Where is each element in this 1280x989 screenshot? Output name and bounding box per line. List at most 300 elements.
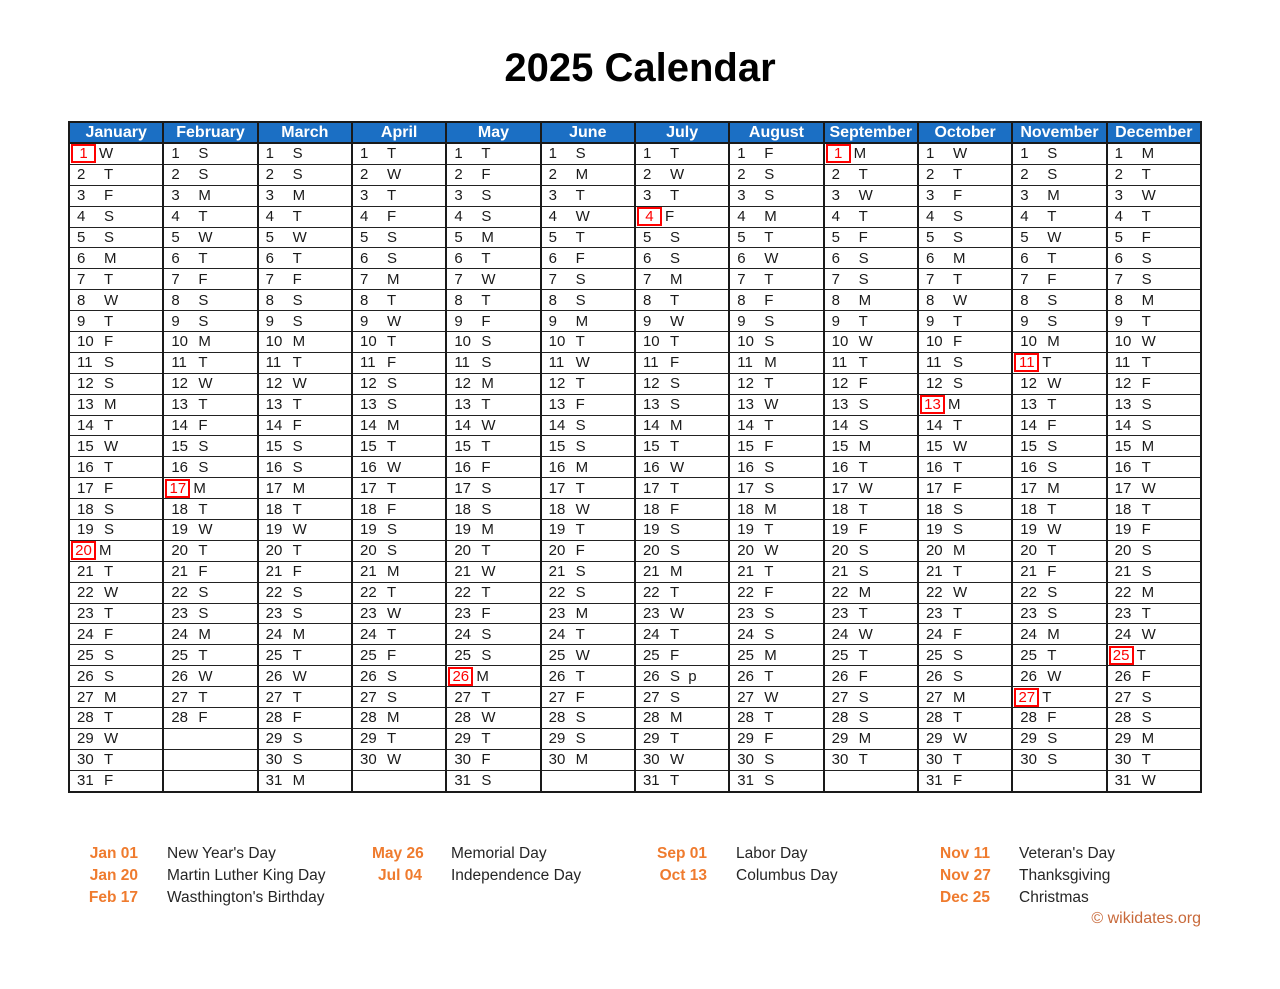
day-letter: T: [1141, 166, 1151, 184]
day-number: 22: [171, 584, 189, 602]
day-cell-february-26: [163, 666, 257, 687]
day-letter: T: [764, 521, 774, 539]
day-letter: W: [104, 291, 119, 309]
day-cell-january-17: [69, 478, 163, 499]
day-cell-november-1: [1012, 143, 1106, 164]
day-letter: W: [1141, 625, 1156, 643]
day-letter: T: [1141, 605, 1151, 623]
legend-column-2: [372, 843, 581, 887]
day-letter: S: [1141, 563, 1152, 581]
day-letter: S: [292, 291, 303, 309]
day-letter: W: [764, 688, 779, 706]
day-row-30: [69, 749, 1201, 770]
day-number: 29: [454, 730, 471, 748]
day-letter: W: [198, 667, 213, 685]
legend-entry: [372, 865, 581, 887]
day-cell-june-6: [541, 248, 635, 269]
year-calendar-table: [68, 121, 1202, 793]
day-letter: F: [764, 437, 774, 455]
day-cell-september-20: [824, 540, 918, 561]
day-letter: T: [669, 584, 680, 602]
day-cell-september-6: [824, 248, 918, 269]
day-cell-august-14: [729, 415, 823, 436]
day-cell-june-22: [541, 582, 635, 603]
day-letter: S: [764, 772, 775, 790]
day-number: 26: [1114, 667, 1132, 685]
day-letter: M: [386, 709, 400, 727]
day-letter: T: [386, 584, 397, 602]
day-letter: T: [669, 625, 680, 643]
day-number: 18: [359, 500, 377, 518]
day-cell-january-25: [69, 645, 163, 666]
day-number: 23: [737, 605, 754, 623]
day-cell-february-5: [163, 227, 257, 248]
day-cell-august-11: [729, 352, 823, 373]
day-number: 8: [171, 291, 180, 309]
day-cell-march-19: [258, 520, 352, 541]
day-number: 21: [359, 563, 377, 581]
day-cell-february-4: [163, 206, 257, 227]
day-letter: M: [198, 333, 211, 351]
day-cell-january-27: [69, 687, 163, 708]
day-letter: M: [764, 500, 777, 518]
day-number: 16: [642, 458, 660, 476]
day-letter: W: [99, 145, 114, 163]
day-letter: T: [292, 646, 302, 664]
day-number: 25: [454, 646, 471, 664]
day-cell-july-7: [635, 269, 729, 290]
day-letter: M: [947, 396, 961, 414]
day-cell-october-27: [918, 687, 1012, 708]
day-row-27: [69, 687, 1201, 708]
day-letter: F: [386, 500, 397, 518]
day-cell-june-15: [541, 436, 635, 457]
day-letter: F: [104, 333, 114, 351]
day-letter: S: [481, 187, 492, 205]
day-cell-november-2: [1012, 164, 1106, 185]
day-letter: W: [1047, 229, 1062, 246]
day-number: 19: [171, 521, 189, 539]
day-cell-july-13: [635, 394, 729, 415]
day-cell-july-14: [635, 415, 729, 436]
day-number: 27: [77, 688, 94, 706]
day-cell-april-28: [352, 708, 446, 729]
day-letter: T: [764, 375, 774, 393]
day-letter: M: [858, 437, 872, 455]
day-letter: F: [664, 208, 675, 226]
day-number: 28: [454, 709, 471, 727]
day-letter: T: [198, 208, 208, 226]
day-cell-january-22: [69, 582, 163, 603]
day-row-21: [69, 561, 1201, 582]
day-letter: F: [104, 772, 114, 790]
day-letter: M: [853, 145, 867, 163]
day-number: 5: [1020, 229, 1029, 246]
day-letter: S: [858, 542, 869, 560]
day-letter: T: [858, 166, 868, 184]
day-number: 4: [359, 208, 369, 226]
site-credit-link[interactable]: © wikidates.org: [1091, 910, 1201, 927]
holiday-date: Sep 01: [657, 845, 707, 862]
day-cell-october-26: [918, 666, 1012, 687]
day-number: 1: [359, 145, 369, 163]
day-letter: S: [292, 437, 303, 455]
day-letter: M: [858, 291, 872, 309]
day-cell-december-31: [1107, 770, 1201, 791]
day-letter: S: [481, 333, 492, 351]
day-letter: S: [198, 458, 209, 476]
day-cell-june-29: [541, 728, 635, 749]
day-letter: T: [386, 730, 397, 748]
day-letter: M: [952, 542, 966, 560]
day-cell-december-7: [1107, 269, 1201, 290]
day-letter: M: [858, 730, 872, 748]
month-header-august: August: [729, 122, 823, 143]
day-number: 9: [737, 312, 746, 330]
day-letter: T: [1141, 208, 1151, 226]
day-cell-january-18: [69, 499, 163, 520]
day-row-3: [69, 185, 1201, 206]
day-number: 10: [171, 333, 189, 351]
day-cell-march-24: [258, 624, 352, 645]
day-number: 3: [77, 187, 86, 205]
day-letter: T: [481, 145, 491, 163]
day-cell-april-14: [352, 415, 446, 436]
day-letter: T: [198, 688, 208, 706]
day-number: 31: [737, 772, 754, 790]
day-letter: S: [1047, 291, 1058, 309]
day-row-14: [69, 415, 1201, 436]
day-number: 13: [737, 396, 754, 414]
day-cell-october-3: [918, 185, 1012, 206]
day-number: 7: [359, 270, 369, 288]
day-cell-january-30: [69, 749, 163, 770]
day-cell-may-3: [446, 185, 540, 206]
day-number: 20: [831, 542, 849, 560]
day-cell-december-22: [1107, 582, 1201, 603]
day-letter: T: [481, 688, 491, 706]
day-letter: M: [292, 333, 306, 351]
day-letter: W: [292, 229, 307, 246]
day-letter: M: [575, 312, 589, 330]
day-cell-may-31: [446, 770, 540, 791]
day-cell-december-4: [1107, 206, 1201, 227]
day-number: 23: [359, 605, 377, 623]
day-number: 15: [925, 437, 943, 455]
day-cell-march-13: [258, 394, 352, 415]
month-header-row: [69, 122, 1201, 143]
day-cell-july-24: [635, 624, 729, 645]
day-number: 4: [1020, 208, 1029, 226]
day-letter: S: [1047, 605, 1058, 623]
day-letter: F: [575, 542, 585, 560]
day-cell-june-14: [541, 415, 635, 436]
day-letter: F: [764, 584, 774, 602]
day-cell-november-3: [1012, 185, 1106, 206]
day-letter: T: [669, 479, 680, 497]
day-cell-may-16: [446, 457, 540, 478]
day-cell-october-1: [918, 143, 1012, 164]
day-cell-august-15: [729, 436, 823, 457]
day-cell-august-13: [729, 394, 823, 415]
day-letter: W: [952, 291, 968, 309]
day-number: 15: [454, 437, 471, 455]
day-number: 12: [171, 375, 189, 393]
day-letter: T: [481, 584, 491, 602]
day-number: 23: [1114, 605, 1132, 623]
day-letter: M: [386, 270, 400, 288]
day-letter: F: [1141, 375, 1151, 393]
day-number: 23: [265, 605, 283, 623]
day-cell-july-23: [635, 603, 729, 624]
day-letter: S: [669, 249, 680, 267]
day-number: 16: [925, 458, 943, 476]
day-number: 15: [1114, 437, 1132, 455]
day-cell-september-15: [824, 436, 918, 457]
day-cell-september-22: [824, 582, 918, 603]
day-number: 22: [1114, 584, 1132, 602]
day-number: 8: [737, 291, 746, 309]
day-number: 21: [548, 563, 566, 581]
day-number: 25: [737, 646, 754, 664]
day-number: 7: [548, 270, 557, 288]
day-letter: F: [858, 229, 868, 246]
day-number: 20: [454, 542, 471, 560]
day-letter: S: [952, 208, 963, 226]
day-cell-june-27: [541, 687, 635, 708]
day-letter: W: [1141, 479, 1156, 497]
day-letter: T: [764, 709, 774, 727]
day-letter: W: [669, 751, 685, 769]
day-letter: S: [764, 458, 775, 476]
day-number: 17: [737, 479, 754, 497]
day-number: 12: [642, 375, 660, 393]
day-cell-september-2: [824, 164, 918, 185]
day-cell-may-11: [446, 352, 540, 373]
day-letter: F: [292, 270, 302, 288]
day-number: 5: [454, 229, 463, 246]
day-cell-january-7: [69, 269, 163, 290]
day-cell-january-15: [69, 436, 163, 457]
holiday-day-number: 27: [1014, 688, 1039, 707]
day-letter: T: [575, 667, 585, 685]
day-cell-may-21: [446, 561, 540, 582]
day-cell-june-13: [541, 394, 635, 415]
day-number: 24: [642, 625, 660, 643]
day-cell-may-26: [446, 666, 540, 687]
day-number: 2: [548, 166, 557, 184]
day-letter: M: [1047, 625, 1060, 643]
day-cell-august-4: [729, 206, 823, 227]
day-letter: M: [104, 396, 117, 414]
day-number: 25: [925, 646, 943, 664]
day-cell-december-19: [1107, 520, 1201, 541]
day-letter: T: [292, 396, 302, 414]
day-cell-october-5: [918, 227, 1012, 248]
month-header-november: November: [1012, 122, 1106, 143]
day-cell-april-30: [352, 749, 446, 770]
holiday-date: Nov 27: [940, 867, 991, 884]
day-letter: T: [198, 249, 208, 267]
empty-cell: [163, 728, 257, 749]
day-cell-july-4: [635, 206, 729, 227]
day-letter: T: [292, 354, 302, 372]
day-cell-may-7: [446, 269, 540, 290]
day-number: 22: [1020, 584, 1037, 602]
day-cell-september-18: [824, 499, 918, 520]
day-cell-january-5: [69, 227, 163, 248]
day-number: 11: [925, 354, 942, 372]
day-letter: W: [386, 605, 402, 623]
day-number: 11: [77, 354, 93, 372]
day-cell-february-1: [163, 143, 257, 164]
day-number: 7: [737, 270, 746, 288]
day-number: 27: [171, 688, 189, 706]
day-letter: S: [858, 688, 869, 706]
day-cell-february-15: [163, 436, 257, 457]
day-letter: F: [481, 751, 491, 769]
day-row-29: [69, 728, 1201, 749]
day-letter: M: [1141, 145, 1155, 163]
day-cell-december-30: [1107, 749, 1201, 770]
day-number: 21: [1114, 563, 1132, 581]
day-letter: S: [669, 229, 680, 246]
day-cell-march-10: [258, 332, 352, 353]
day-number: 14: [925, 417, 943, 435]
day-cell-december-20: [1107, 540, 1201, 561]
day-cell-april-22: [352, 582, 446, 603]
day-cell-october-29: [918, 728, 1012, 749]
day-letter: M: [104, 688, 117, 706]
day-number: 17: [454, 479, 471, 497]
day-cell-june-9: [541, 311, 635, 332]
day-number: 21: [1020, 563, 1037, 581]
day-cell-january-16: [69, 457, 163, 478]
day-letter: M: [952, 249, 966, 267]
day-number: 23: [1020, 605, 1037, 623]
day-cell-october-8: [918, 290, 1012, 311]
day-number: 15: [265, 437, 283, 455]
day-number: 28: [265, 709, 283, 727]
day-number: 15: [737, 437, 754, 455]
day-number: 9: [77, 312, 86, 330]
day-cell-april-8: [352, 290, 446, 311]
day-cell-november-9: [1012, 311, 1106, 332]
day-cell-may-23: [446, 603, 540, 624]
day-cell-november-23: [1012, 603, 1106, 624]
day-number: 24: [925, 625, 943, 643]
day-letter: S: [386, 667, 397, 685]
day-cell-june-2: [541, 164, 635, 185]
day-number: 23: [642, 605, 660, 623]
day-cell-june-11: [541, 352, 635, 373]
day-cell-december-10: [1107, 332, 1201, 353]
day-letter: S: [858, 709, 869, 727]
day-cell-july-9: [635, 311, 729, 332]
day-number: 16: [265, 458, 283, 476]
day-cell-december-15: [1107, 436, 1201, 457]
day-cell-march-20: [258, 540, 352, 561]
day-number: 6: [737, 249, 746, 267]
day-letter: M: [858, 584, 872, 602]
day-number: 3: [642, 187, 652, 205]
day-letter: F: [575, 249, 585, 267]
day-number: 25: [265, 646, 283, 664]
day-cell-july-27: [635, 687, 729, 708]
day-letter: T: [575, 625, 585, 643]
day-letter: F: [1141, 521, 1151, 539]
day-number: 2: [265, 166, 274, 184]
day-cell-may-28: [446, 708, 540, 729]
day-number: 30: [454, 751, 471, 769]
day-number: 2: [737, 166, 746, 184]
day-cell-september-26: [824, 666, 918, 687]
day-number: 12: [1020, 375, 1037, 393]
day-number: 12: [831, 375, 849, 393]
day-number: 5: [265, 229, 274, 246]
day-letter: S: [1047, 312, 1058, 330]
day-cell-august-6: [729, 248, 823, 269]
month-header-may: May: [446, 122, 540, 143]
day-number: 16: [831, 458, 849, 476]
day-cell-june-20: [541, 540, 635, 561]
holiday-day-number: 26: [448, 667, 473, 686]
day-number: 27: [265, 688, 283, 706]
day-letter: T: [575, 229, 585, 246]
day-letter: T: [104, 751, 114, 769]
day-number: 7: [925, 270, 935, 288]
day-letter: T: [481, 542, 491, 560]
holiday-name: Martin Luther King Day: [167, 867, 326, 884]
holiday-date: Jan 01: [89, 845, 138, 862]
day-number: 26: [548, 667, 566, 685]
day-letter: T: [1141, 500, 1151, 518]
day-cell-april-10: [352, 332, 446, 353]
day-number: 23: [77, 605, 94, 623]
day-letter: F: [292, 417, 302, 435]
day-cell-october-13: [918, 394, 1012, 415]
day-letter: M: [99, 542, 112, 560]
day-cell-april-7: [352, 269, 446, 290]
day-row-15: [69, 436, 1201, 457]
day-letter: F: [386, 646, 397, 664]
day-number: 21: [737, 563, 754, 581]
day-cell-september-14: [824, 415, 918, 436]
day-number: 28: [77, 709, 94, 727]
day-cell-september-4: [824, 206, 918, 227]
day-cell-may-15: [446, 436, 540, 457]
day-cell-november-13: [1012, 394, 1106, 415]
day-letter: S: [292, 312, 303, 330]
day-cell-september-21: [824, 561, 918, 582]
day-letter: W: [952, 730, 968, 748]
day-letter: F: [669, 354, 680, 372]
day-cell-september-5: [824, 227, 918, 248]
day-cell-february-14: [163, 415, 257, 436]
day-number: 30: [831, 751, 849, 769]
day-cell-july-22: [635, 582, 729, 603]
day-cell-april-13: [352, 394, 446, 415]
day-number: 9: [359, 312, 369, 330]
day-number: 9: [548, 312, 557, 330]
day-number: 10: [77, 333, 94, 351]
day-letter: W: [952, 145, 968, 163]
day-number: 2: [171, 166, 180, 184]
day-number: 19: [359, 521, 377, 539]
day-letter: W: [386, 458, 402, 476]
holiday-name: Veteran's Day: [1019, 845, 1116, 862]
day-number: 23: [548, 605, 566, 623]
